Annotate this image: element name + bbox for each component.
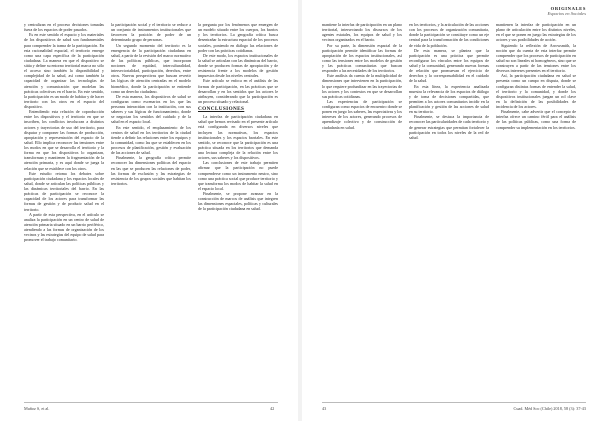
right-page bbox=[302, 0, 600, 421]
right-column-1 bbox=[322, 22, 402, 402]
paragraph: Las conclusiones de este trabajo permiten afirmar que la participación no puede comprenderse como un instrumento neutro, sino como una práctica social que produce territorio y que transforma los modos de habitar la salud en el espacio local. bbox=[198, 160, 278, 191]
paragraph: Por su parte, la dimensión espacial de la participación permite identificar las formas de apropiación de los espacios institucionales, así como las tensiones entre los modelos de gestión y las prácticas comunitarias que buscan responder a las necesidades de los territorios. bbox=[322, 42, 402, 74]
paragraph: Así, la participación ciudadana en salud se presenta como un campo en disputa, donde se configuran distintas formas de entender la salud, el territorio y la comunidad, y donde los dispositivos institucionales juegan un rol clave en la definición de las posibilidades de incidencia de los actores. bbox=[496, 73, 576, 109]
paragraph: Las experiencias de participación se configuran como espacios de encuentro donde se ponen en juego los saberes, las expectativas y los intereses de los actores, generando procesos de aprendizaje colectivo y de construcción de ciudadanía en salud. bbox=[322, 98, 402, 130]
paragraph: Finalmente, la geografía crítica permite reconocer las dimensiones políticas del espacio en las que se producen las relaciones de poder, las formas de exclusión y las estrategias de resistencia de los grupos sociales que habitan los territorios. bbox=[111, 155, 191, 186]
paragraph: En esta línea, la experiencia analizada muestra la relevancia de los espacios de diálogo y de toma de decisiones compartidas, que permiten a los actores comunitarios incidir en la planificación y gestión de las acciones de salud en su territorio. bbox=[409, 83, 489, 115]
paragraph: A partir de esta perspectiva, en el artículo se analiza la participación en un centro de salud de atención primaria situado en un barrio periférico, atendiendo a las formas de organización de los vecinos y las estrategias del equipo de salud para promover el trabajo comunitario. bbox=[24, 211, 104, 243]
footer-divider bbox=[322, 402, 586, 403]
section-heading-conclusiones: CONCLUSIONES bbox=[198, 106, 245, 112]
paragraph: De esta manera, se plantea que la participación es una práctica que permite reconfigurar los vínculos entre los equipos de salud y la comunidad, generando nuevas formas de relación que promuevan el ejercicio de derechos y la corresponsabilidad en el cuidado de la salud. bbox=[409, 47, 489, 84]
footer-author: Muñoz S, et al. bbox=[24, 406, 50, 411]
paragraph: Finalmente, se destaca la importancia de reconocer las particularidades de cada territorio y de generar estrategias que permitan fortalecer la participación en todos los niveles de la red de salud. bbox=[409, 114, 489, 140]
paragraph: la participación social y el territorio se reduce a un conjunto de instrumentos institucionales que favorecen la posición de poder de un determinado grupo de personas. bbox=[111, 22, 191, 43]
footer-journal-citation: Cuad. Méd Soc (Chile) 2018, 58 (3): 37-43 bbox=[513, 406, 586, 411]
left-column-3 bbox=[198, 22, 278, 402]
paragraph: La interfaz de participación ciudadana en salud que hemos revisado en el presente artículo está configurada en diversos niveles que incluyen las normativas, los espacios institucionales y los espacios barriales. En este sentido, se reconoce que la participación es una práctica situada en los territorios que demanda una lectura compleja de la relación entre los actores, sus saberes y los dispositivos. bbox=[198, 114, 278, 161]
paragraph: En este sentido, el emplazamiento de los centros de salud en los territorios de la ciudad tiende a definir las relaciones entre los equipos y la comunidad, como las que se establecen en los procesos de planificación, gestión y evaluación de las acciones de salud. bbox=[111, 124, 191, 156]
right-column-3 bbox=[496, 22, 576, 402]
paragraph: mantiene la interfaz de participación en un plano territorial, intersectando los discursos de los agentes estatales, los equipos de salud y los vecinos organizados en el barrio. bbox=[322, 22, 402, 43]
header-section: ORIGINALES bbox=[550, 6, 586, 11]
paragraph: la pregunta por los fenómenos que emergen de un modelo situado entre los cuerpos, los barrios y los territorios. La geografía crítica busca desentrañar la estructura espacial de los procesos sociales, poniendo en diálogo las relaciones de poder con las prácticas cotidianas. bbox=[198, 22, 278, 53]
paragraph: Un segundo momento del territorio es la emergencia de la participación ciudadana en salud, a partir de la revisión del marco normativo de las políticas públicas, que incorporan nociones de equidad, interculturalidad, intersectorialidad, participación, derechos, entre otros. Nuevas perspectivas que buscan revertir las lógicas de atención centradas en el modelo biomédico, donde la participación se entiende como un derecho ciudadano. bbox=[111, 42, 191, 94]
paragraph: Este estudio retoma los debates sobre participación ciudadana y los espacios locales de salud, donde se articulan las políticas públicas y las dinámicas territoriales del barrio. En las prácticas de participación se reconoce la capacidad de los actores para transformar las formas de gestión y de producir salud en el territorio. bbox=[24, 170, 104, 212]
header-subsection: Espacios en Sociales bbox=[547, 11, 586, 17]
paragraph: Este análisis da cuenta de la multiplicidad de dimensiones que intervienen en la participación, lo que requiere profundizar en las trayectorias de los actores y los contextos en que se desarrollan sus prácticas cotidianas. bbox=[322, 73, 402, 99]
page-number-right: 43 bbox=[322, 406, 327, 411]
paragraph: Finalmente, cabe advertir que el concepto de interfaz ofrece un camino fértil para el análisis de las políticas públicas, como una forma de comprender su implementación en los territorios. bbox=[496, 109, 576, 130]
paragraph: Entendiendo esta relación de coproducción entre los dispositivos y el territorio en que se inscriben, los conflictos involucran a distintos actores y trayectorias de uso del territorio, para disputar y componer las formas de producción, apropiación y representación del espacio de la salud. Ello implica reconocer las tensiones entre los modos en que se desarrolla el territorio y la forma en que los dispositivos lo organizan, transforman y mantienen la fragmentación de la atención primaria, y es aquí donde se juega la relación que se establece con los otros. bbox=[24, 109, 104, 171]
paragraph: Este artículo se enfoca en el análisis de las formas de participación, en las prácticas que se desarrollan y en los sentidos que los actores le atribuyen, considerando que la participación es un proceso situado y relacional. bbox=[198, 78, 278, 104]
paragraph: mantienen la interfaz de participación en un plano de articulación entre los distintos niveles, en el que se ponen en juego las estrategias de los actores y sus posibilidades de acción. bbox=[496, 22, 576, 43]
paragraph: en los territorios, y la articulación de las acciones con los procesos de organización comunitaria, donde la participación se constituye como un eje central para la transformación de las condiciones de vida de la población. bbox=[409, 22, 489, 48]
paragraph: y centralizan en el proceso decisiones tomadas fuera de los espacios de poder pasados. bbox=[24, 22, 104, 33]
right-column-2 bbox=[409, 22, 489, 402]
running-header bbox=[547, 6, 586, 17]
left-column-2 bbox=[111, 22, 191, 402]
left-column-1 bbox=[24, 22, 104, 402]
paragraph: Siguiendo la reflexión de Arrowsmith, la noción que da cuenta de esta interfaz permite comprender que los procesos de participación en salud no son lineales ni homogéneos, sino que se construyen a partir de las tensiones entre los diversos intereses presentes en el territorio. bbox=[496, 42, 576, 74]
paragraph: Es en este sentido el espacio y los materiales de los dispositivos de salud son fundamentales para comprender la trama de la participación. En esta racionalidad espacial, el territorio emerge como una capa específica de la participación ciudadana. La manera en que el dispositivo se sitúa y define su entorno territorial marca no sólo el acceso sino también la disponibilidad y complejidad de la salud, así como también la capacidad de organizar las tecnologías de atención y comunicación que modelan las prácticas colectivas en el barrio. En este sentido, la participación es un modo de habitar y de hacer territorio con los otros en el espacio del dispositivo. bbox=[24, 32, 104, 109]
page-number-left: 42 bbox=[270, 406, 275, 411]
left-page bbox=[0, 0, 298, 421]
footer-divider bbox=[24, 402, 278, 403]
paragraph: Finalmente, se propone avanzar en la construcción de marcos de análisis que integren las dimensiones espaciales, políticas y culturales de la participación ciudadana en salud. bbox=[198, 191, 278, 212]
paragraph: De este modo, los espacios institucionales de la salud se articulan con las dinámicas del barrio, donde se producen formas de apropiación y de resistencia frente a los modelos de gestión impuestos desde los niveles centrales. bbox=[198, 52, 278, 79]
paragraph: De esta manera, los dispositivos de salud se configuran como escenarios en los que las personas interactúan con la institución, con sus saberes y sus lógicas de funcionamiento, donde se negocian los sentidos del cuidado y de la salud en el espacio local. bbox=[111, 93, 191, 125]
